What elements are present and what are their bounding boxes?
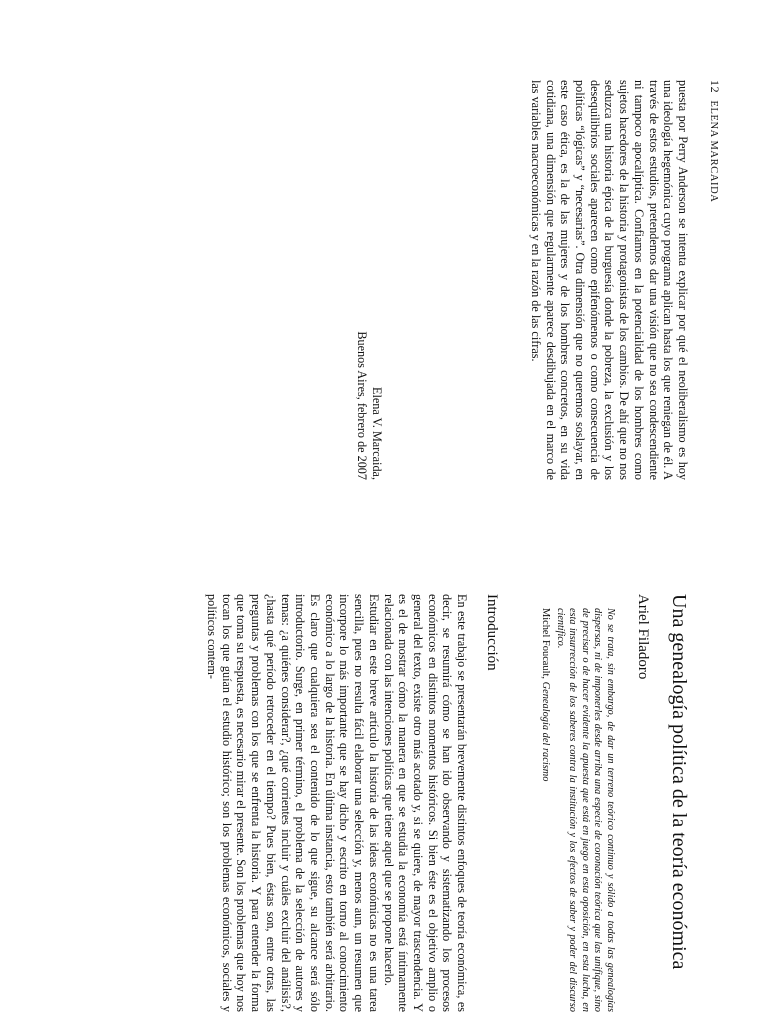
page-number: 12 [708,80,722,94]
running-head-text: ELENA MARCAIDA [708,100,719,203]
right-page [0,512,768,1024]
paragraph: En este trabajo se presentarán brevemente distintos enfoques de teoría económica, es decir, se resumirá cómo se han ido observando y sistematizando los procesos económicos en distintos momentos históricos. Si bien éste es el objetivo amplio o general del texto, existe otro más acotado y, si se quiere, de mayor trascendencia. Y es el de mostrar cómo la manera en que se estudia la economía está íntimamente relacionada con las intenciones políticas que tiene aquel que se propone hacerlo. [381,594,470,1012]
epigraph: No se trata, sin embargo, de dar un terreno teórico continuo y sólido a todas las genealogías dispersas, ni de imponerles desde arriba una especie de coronación teórica que las unifique, sino de precisar o de hacer evidente la apuesta que está en juego en esta oposición, en esta lucha, en esta insurrección de los saberes contra la institución y los efectos de saber y poder del discurso científico. [554,608,616,1012]
epigraph-source [540,594,551,1012]
signature-name: Elena V. Marcaida, [370,387,384,480]
section-title: Introducción [484,594,501,671]
epigraph-author: Michel Foucault, [540,608,552,679]
right-page-content [204,594,690,1012]
signature-place: Buenos Aires, febrero de 2007 [355,331,369,480]
signature-block [354,290,384,480]
left-body-text: puesta por Perry Anderson se intenta explicar por qué el neoliberalismo es hoy una ideología hegemónica cuyo programa aplican hasta los que reniegan de él. A través de estos estudios, pretendemos dar una visión que no sea condescendiente ni tampoco apocalíptica. Confiamos en la potencialidad de los hombres como sujetos hacedores de la historia y protagonistas de los cambios. De ahí que no nos seduzca una historia épica de la burguesía donde la pobreza, la exclusión y los desequilibrios sociales aparecen como epifenómenos o como consecuencia de políticas “lógicas” y “necesarias”. Otra dimensión que no queremos soslayar, en este caso ética, es la de las mujeres y de los hombres concretos, en su vida cotidiana, una dimensión que regularmente aparece desdibujada en el marco de las variables macroeconómicas y en la razón de las cifras. [528,80,690,480]
chapter-author: Ariel Filadoro [635,594,651,680]
epigraph-work: Genealogía del racismo [540,681,552,782]
paragraph: Estudiar en este breve artículo la historia de las ideas económicas no es una tarea sencilla, pues no resulta fácil elaborar una selección y, menos aun, un resumen que incorpore lo más importante que se hay dicho y escrito en torno al conocimiento económico a lo largo de la historia. En última instancia, esto también será arbitrario. Es claro que cualquiera sea el contenido de lo que sigue, su alcance será sólo introductorio. Surge, en primer término, el problema de la selección de autores y temas: ¿a quiénes considerar?, ¿qué corrientes incluir y cuáles excluir del análisis?, ¿hasta qué período retroceder en el tiempo? Pues bien, éstas son, entre otras, las preguntas y problemas con los que se enfrenta la historia. Y para entender la forma que toma su respuesta, es necesario mirar el presente. Son los problemas que hoy nos tocan los que guían el estudio histórico; son los problemas económicos, sociales y políticos contem- [205,594,381,1012]
running-head [707,80,722,202]
chapter-title: Una genealogía política de la teoría económica [668,594,690,970]
